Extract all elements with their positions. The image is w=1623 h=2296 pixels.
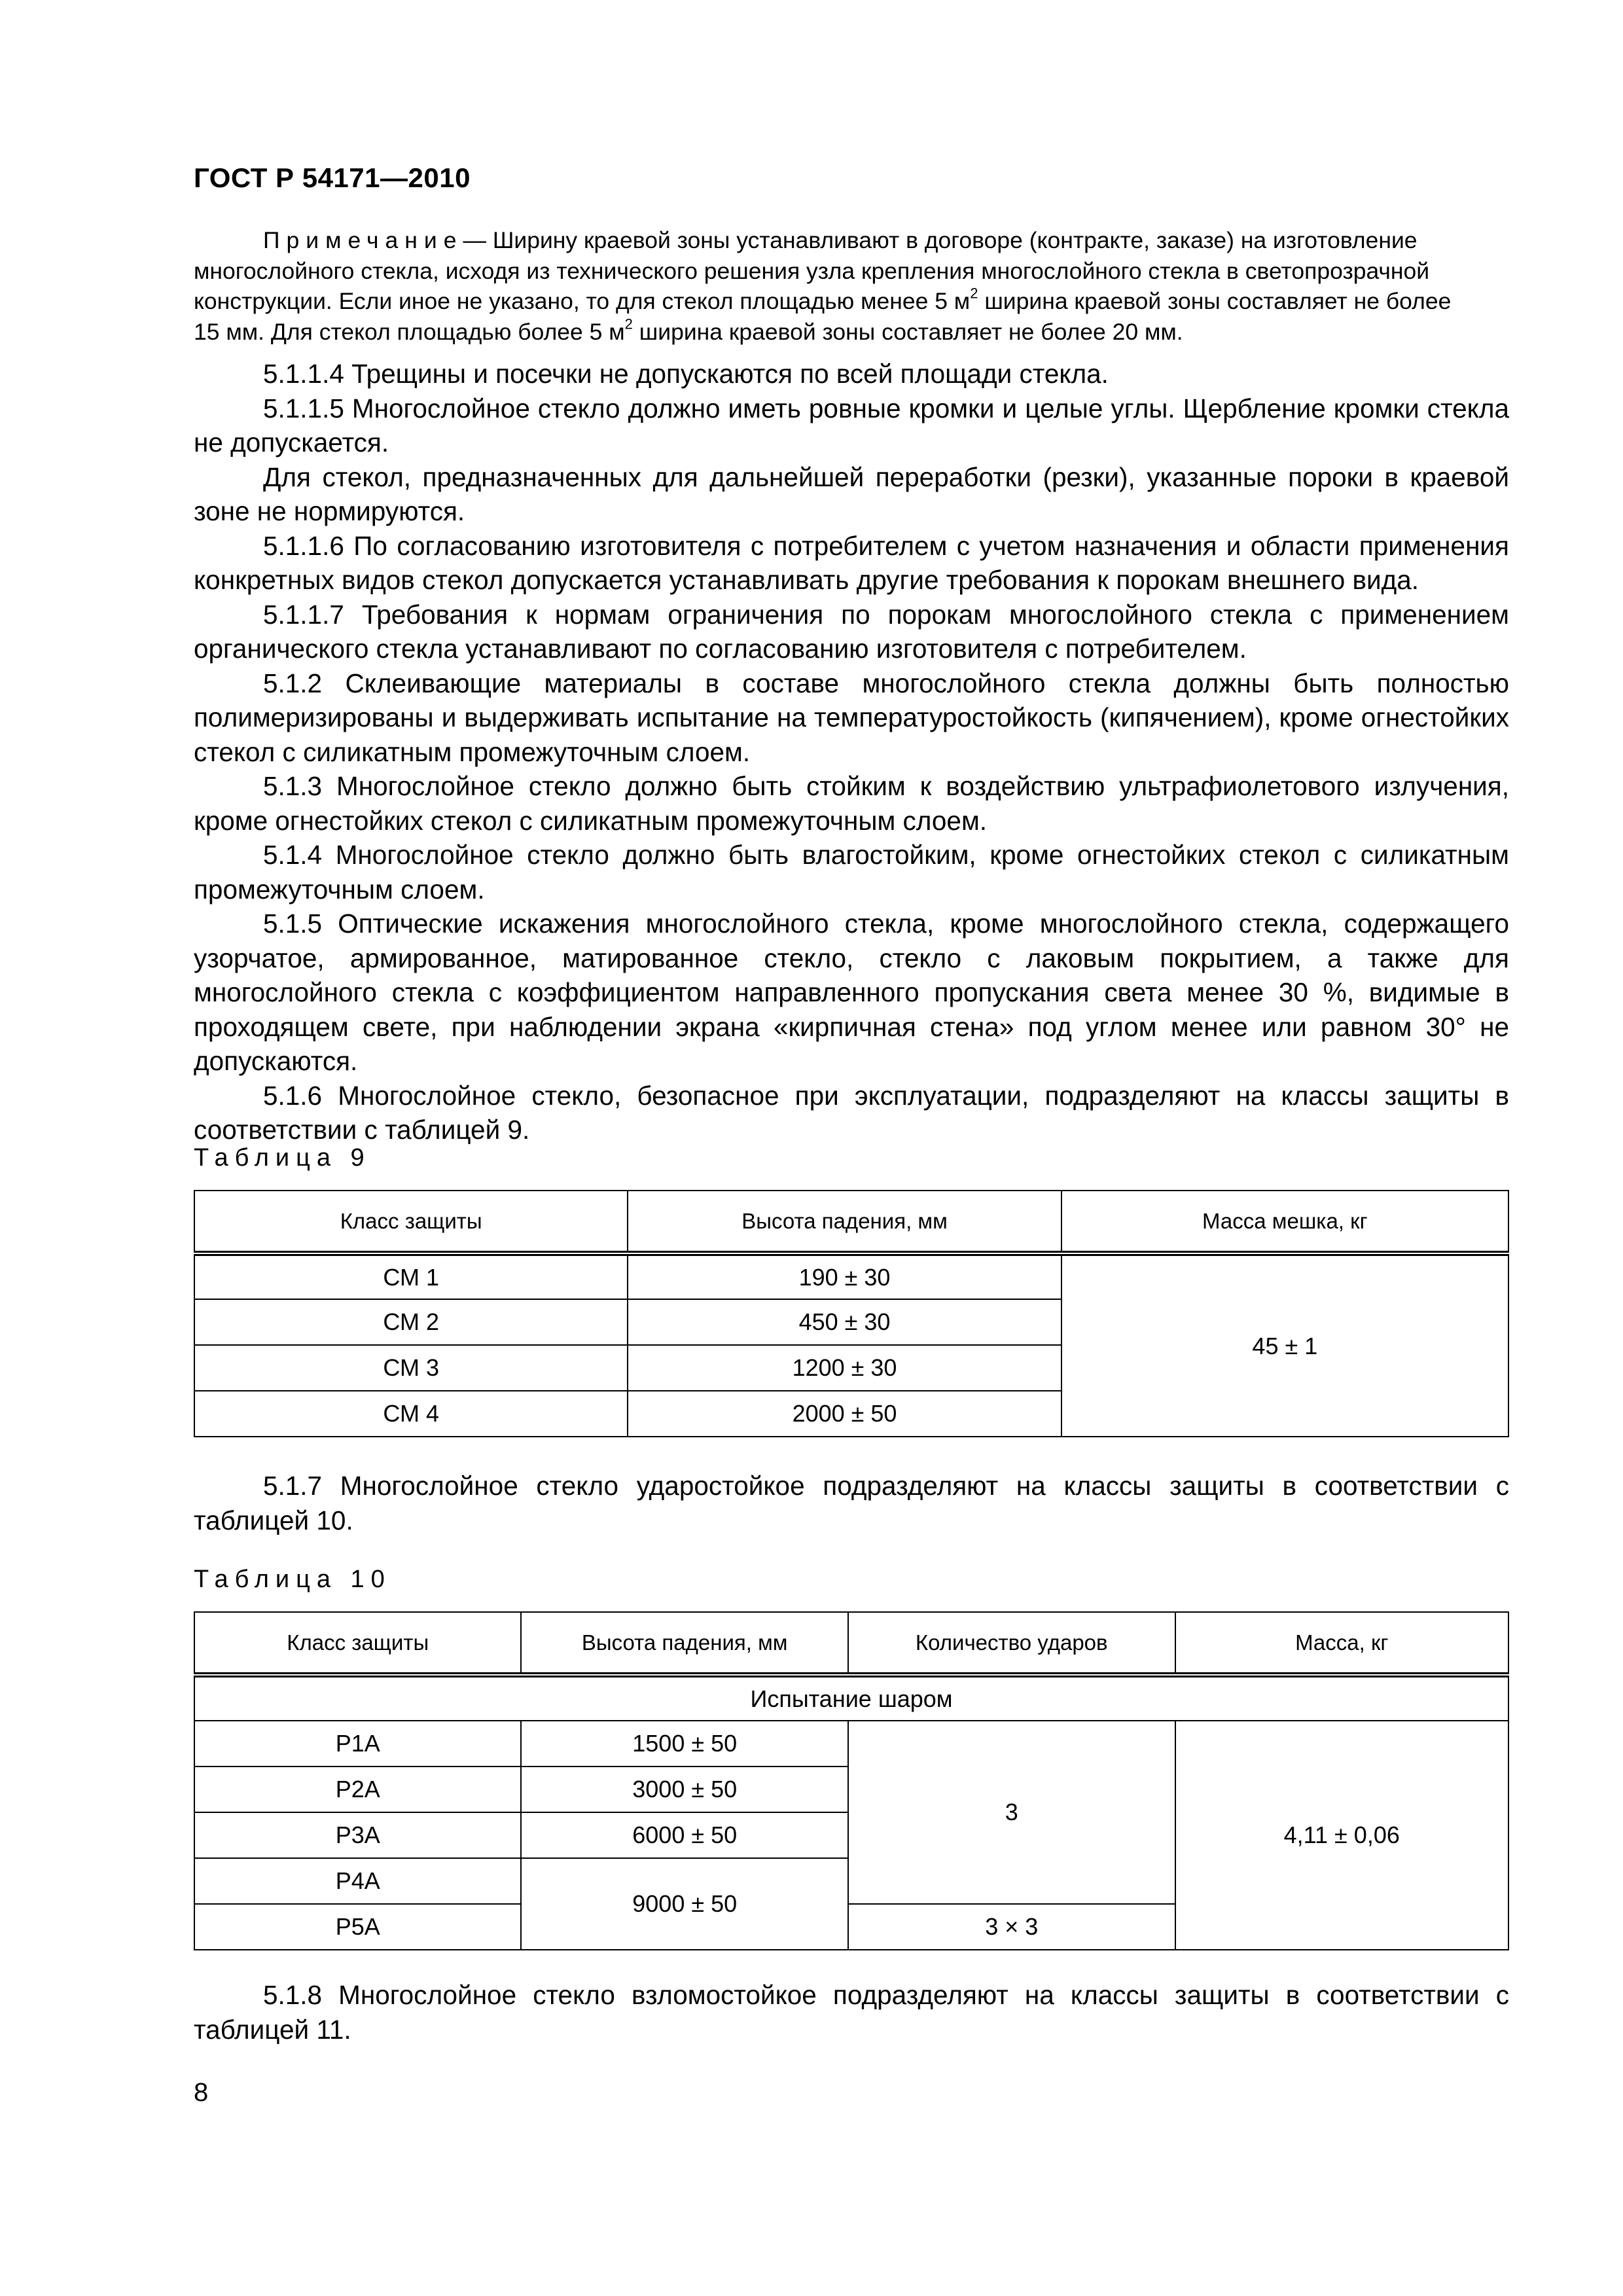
table-10 <box>194 1611 1509 1950</box>
superscript: 2 <box>970 285 978 302</box>
note-line-3-end: ширина краевой зоны составляет не более <box>978 288 1452 314</box>
paragraph: 5.1.1.6 По согласованию изготовителя с потребителем с учетом назначения и области применения конкретных видов стекол допускается устанавливать другие требования к порокам внешнего вида. <box>194 530 1509 595</box>
paragraph: 5.1.1.7 Требования к нормам ограничения по порокам многослойного стекла с применением органического стекла устанавливают по согласованию изготовителя с потребителем. <box>194 599 1509 664</box>
table-cell: Р5А <box>194 1904 521 1950</box>
paragraph: 5.1.2 Склеивающие материалы в составе многослойного стекла должны быть полностью полимеризированы и выдерживать испытание на температуростойкость (кипячением), кроме огнестойких стекол с силикатным промежуточным слоем. <box>194 668 1509 767</box>
paragraph: 5.1.7 Многослойное стекло ударостойкое подразделяют на классы защиты в соответствии с таблицей 10. <box>194 1471 1509 1535</box>
table-cell: 190 ± 30 <box>628 1253 1061 1299</box>
table-header-cell: Класс защиты <box>194 1191 628 1253</box>
table-cell: Р1А <box>194 1721 521 1767</box>
table-cell: 3000 ± 50 <box>521 1767 848 1812</box>
page-number: 8 <box>194 2078 209 2107</box>
table-cell-merged: 4,11 ± 0,06 <box>1175 1721 1508 1950</box>
table-cell: Р2А <box>194 1767 521 1812</box>
table-cell: 2000 ± 50 <box>628 1391 1061 1437</box>
table-header-cell: Высота падения, мм <box>628 1191 1061 1253</box>
table-cell: 6000 ± 50 <box>521 1812 848 1858</box>
table-header-cell: Высота падения, мм <box>521 1612 848 1675</box>
table-header-cell: Класс защиты <box>194 1612 521 1675</box>
document-header: ГОСТ Р 54171—2010 <box>194 162 471 193</box>
table-cell: 1500 ± 50 <box>521 1721 848 1767</box>
table-cell: 450 ± 30 <box>628 1299 1061 1345</box>
table-cell: СМ 2 <box>194 1299 628 1345</box>
paragraph-5-1-7 <box>194 1469 1509 1537</box>
paragraph: 5.1.4 Многослойное стекло должно быть влагостойким, кроме огнестойких стекол с силикатным промежуточным слоем. <box>194 840 1509 905</box>
superscript: 2 <box>624 315 633 332</box>
table-header-cell: Масса, кг <box>1175 1612 1508 1675</box>
note-line-4: 15 мм. Для стекол площадью более 5 м <box>194 318 625 345</box>
table-cell: 1200 ± 30 <box>628 1345 1061 1391</box>
table-section-row: Испытание шаром <box>194 1675 1508 1721</box>
table-cell: СМ 1 <box>194 1253 628 1299</box>
table-cell: 3 × 3 <box>848 1904 1175 1950</box>
table-header-cell: Количество ударов <box>848 1612 1175 1675</box>
paragraph: 5.1.8 Многослойное стекло взломостойкое подразделяют на классы защиты в соответствии с таблицей 11. <box>194 1980 1509 2045</box>
table-9 <box>194 1190 1509 1437</box>
paragraph: 5.1.6 Многослойное стекло, безопасное при эксплуатации, подразделяют на классы защиты в соответствии с таблицей 9. <box>194 1080 1509 1145</box>
table-header-cell: Масса мешка, кг <box>1061 1191 1508 1253</box>
paragraph: 5.1.1.5 Многослойное стекло должно иметь ровные кромки и целые углы. Щербление кромки стекла не допускается. <box>194 393 1509 457</box>
note-line-2: многослойного стекла, исходя из технического решения узла крепления многослойного стекла в светопрозрачной <box>194 257 1430 284</box>
table-cell: Р4А <box>194 1858 521 1904</box>
note-line-1: — Ширину краевой зоны устанавливают в договоре (контракте, заказе) на изготовление <box>463 227 1418 253</box>
table-cell: СМ 4 <box>194 1391 628 1437</box>
table-cell: СМ 3 <box>194 1345 628 1391</box>
paragraph: 5.1.5 Оптические искажения многослойного стекла, кроме многослойного стекла, содержащего узорчатое, армированное, матированное стекло, стекло с лаковым покрытием, а также для многослойного стекла с коэффициентом направленного пропускания света менее 30 %, видимые в проходящем свете, при наблюдении экрана «кирпичная стена» под углом менее или равном 30° не допускаются. <box>194 908 1509 1076</box>
note-line-4-end: ширина краевой зоны составляет не более 20 мм. <box>632 318 1183 345</box>
table-cell-merged: 9000 ± 50 <box>521 1858 848 1950</box>
note-block <box>194 225 1509 347</box>
paragraph-5-1-8 <box>194 1978 1509 2047</box>
note-label: Примечание <box>263 227 463 253</box>
paragraph: 5.1.1.4 Трещины и посечки не допускаются по всей площади стекла. <box>263 359 1109 389</box>
table-10-caption: Таблица 10 <box>194 1566 391 1593</box>
paragraph: 5.1.3 Многослойное стекло должно быть стойким к воздействию ультрафиолетового излучения, кроме огнестойких стекол с силикатным промежуточным слоем. <box>194 771 1509 836</box>
note-line-3: конструкции. Если иное не указано, то для стекол площадью менее 5 м <box>194 288 971 314</box>
main-text <box>194 357 1509 1147</box>
paragraph: Для стекол, предназначенных для дальнейшей переработки (резки), указанные пороки в краевой зоне не нормируются. <box>194 461 1509 526</box>
table-cell: Р3А <box>194 1812 521 1858</box>
table-9-caption: Таблица 9 <box>194 1144 371 1172</box>
table-cell-merged: 45 ± 1 <box>1061 1253 1508 1437</box>
table-cell-merged: 3 <box>848 1721 1175 1904</box>
